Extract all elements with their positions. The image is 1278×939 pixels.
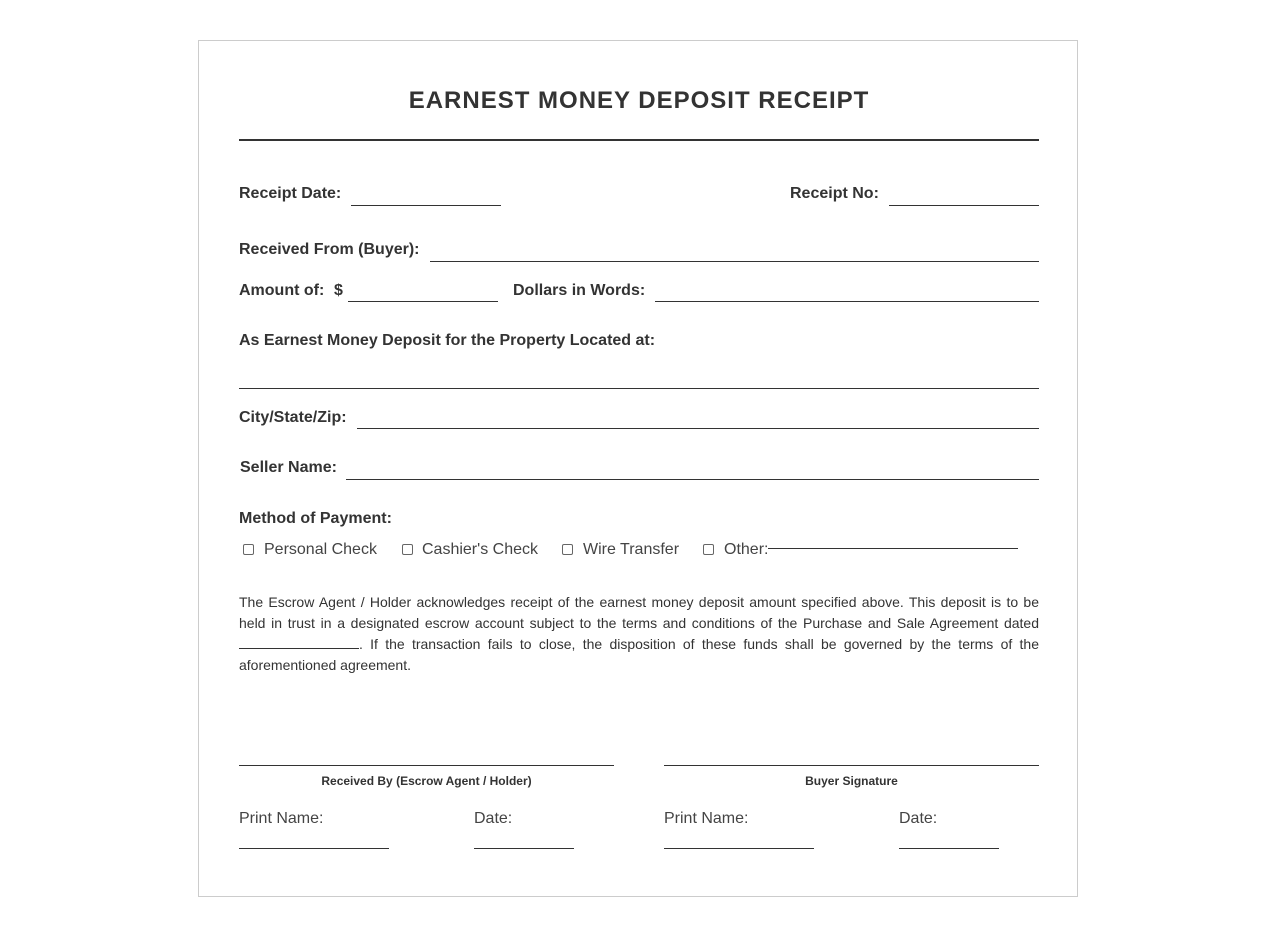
buyer-signature-caption: Buyer Signature <box>805 774 898 788</box>
escrow-agent-date-field[interactable] <box>474 848 574 849</box>
escrow-agent-print-name-field[interactable] <box>239 848 389 849</box>
buyer-signature-line[interactable] <box>664 765 1039 766</box>
receipt-no-field[interactable] <box>889 205 1039 206</box>
other-payment-label: Other: <box>724 541 769 558</box>
personal-check-label: Personal Check <box>264 541 377 558</box>
personal-check-checkbox[interactable] <box>243 544 254 555</box>
city-state-zip-label: City/State/Zip: <box>239 409 347 426</box>
receipt-date-field[interactable] <box>351 205 501 206</box>
amount-label: Amount of: <box>239 282 325 299</box>
acknowledgement-text <box>239 592 1039 676</box>
dollars-in-words-label: Dollars in Words: <box>513 282 646 299</box>
city-state-zip-field[interactable] <box>357 428 1039 429</box>
received-from-label: Received From (Buyer): <box>239 241 420 258</box>
receipt-no-label: Receipt No: <box>790 185 879 202</box>
escrow-agent-print-name-label: Print Name: <box>239 810 324 827</box>
buyer-print-name-field[interactable] <box>664 848 814 849</box>
buyer-print-name-label: Print Name: <box>664 810 749 827</box>
acknowledgement-part-1: The Escrow Agent / Holder acknowledges receipt of the earnest money deposit amount specified above. This deposit is to be held in trust in a designated escrow account subject to the terms and conditions of the Purchase and Sale Agreement dated <box>239 594 1039 631</box>
acknowledgement-part-2: . If the transaction fails to close, the disposition of these funds shall be governed by the terms of the aforementioned agreement. <box>239 636 1039 673</box>
payment-method-heading: Method of Payment: <box>239 510 392 527</box>
buyer-date-label: Date: <box>899 810 938 827</box>
property-label: As Earnest Money Deposit for the Property Located at: <box>239 332 656 349</box>
escrow-agent-signature-line[interactable] <box>239 765 614 766</box>
escrow-agent-date-label: Date: <box>474 810 513 827</box>
title-divider <box>239 139 1039 141</box>
currency-symbol: $ <box>334 282 343 299</box>
agreement-date-field[interactable] <box>239 636 359 649</box>
wire-transfer-label: Wire Transfer <box>583 541 680 558</box>
amount-field[interactable] <box>348 301 498 302</box>
received-from-field[interactable] <box>430 261 1039 262</box>
wire-transfer-checkbox[interactable] <box>562 544 573 555</box>
seller-name-field[interactable] <box>346 479 1039 480</box>
form-title: EARNEST MONEY DEPOSIT RECEIPT <box>408 87 870 114</box>
escrow-agent-signature-caption: Received By (Escrow Agent / Holder) <box>321 774 532 788</box>
property-address-field[interactable] <box>239 388 1039 389</box>
other-payment-checkbox[interactable] <box>703 544 714 555</box>
receipt-date-label: Receipt Date: <box>239 185 342 202</box>
other-payment-field[interactable] <box>768 548 1018 549</box>
seller-name-label: Seller Name: <box>240 459 337 476</box>
cashiers-check-label: Cashier's Check <box>422 541 538 558</box>
cashiers-check-checkbox[interactable] <box>402 544 413 555</box>
dollars-in-words-field[interactable] <box>655 301 1039 302</box>
buyer-date-field[interactable] <box>899 848 999 849</box>
